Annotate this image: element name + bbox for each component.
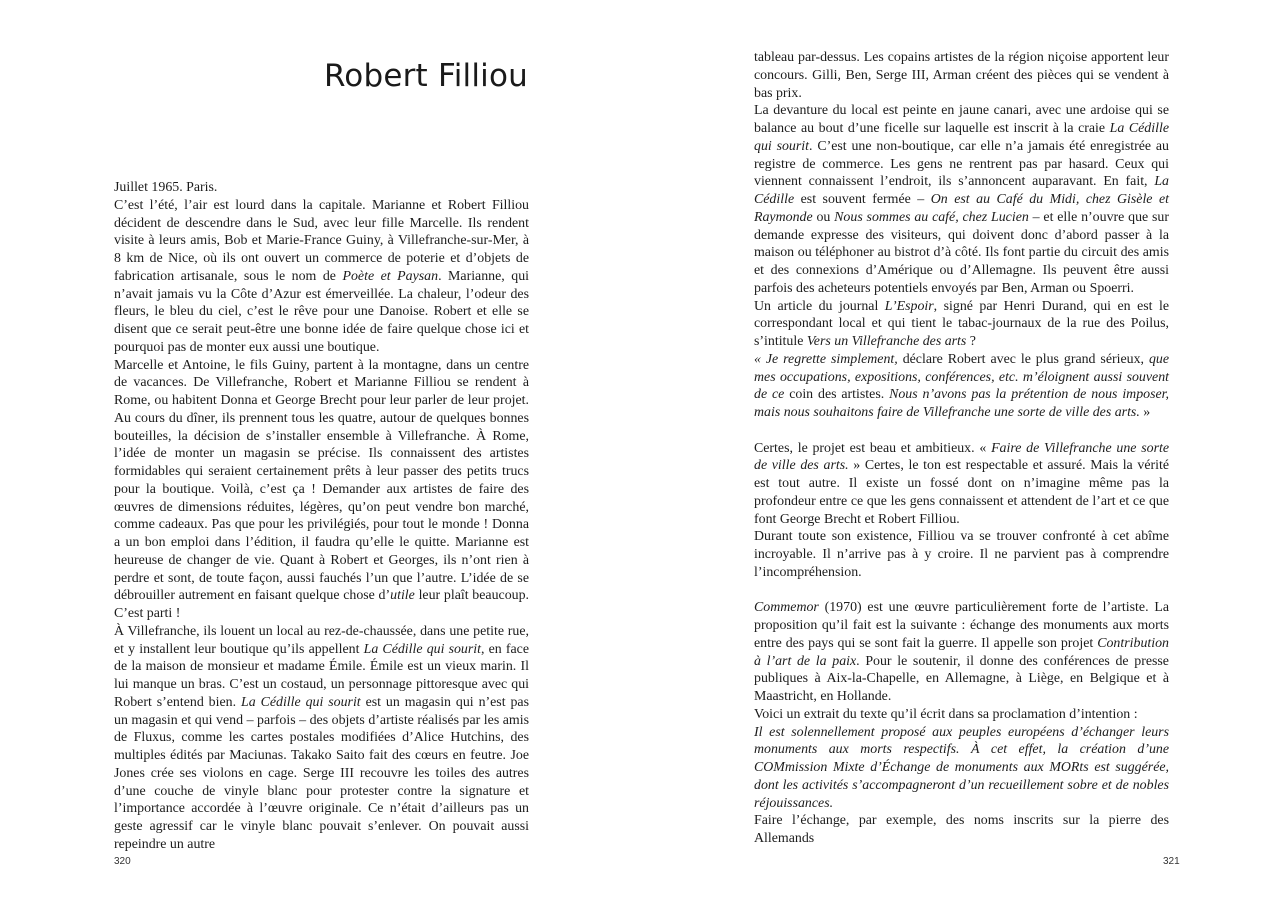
text-run: est souvent fermée – xyxy=(794,192,931,207)
italic-text: La Cédille qui sourit xyxy=(754,121,1169,154)
text-run: À Villefranche, ils louent un local au rez-de-chaussée, dans une petite rue, et y installent leur boutique qu’ils appellent xyxy=(114,623,529,657)
paragraph xyxy=(754,298,1169,351)
italic-text: Faire de Villefranche une sorte de ville des arts. xyxy=(754,440,1169,474)
italic-text: La Cédille xyxy=(754,174,1169,207)
italic-text: Nous sommes au café, chez Lucien xyxy=(834,209,1029,225)
paragraph xyxy=(114,197,529,357)
text-run: C’est l’été, l’air est lourd dans la capitale. Marianne et Robert Filliou décident de descendre dans le Sud, avec leur fille Marcelle. Ils rendent visite à leurs amis, Bob et Marie-France Guiny, à Villefranche-sur-Mer, à 8 km de Nice, où ils ont ouvert un commerce de poterie et d’objets de fabrication artisanale, sous le nom de xyxy=(114,197,529,284)
left-text-column xyxy=(114,179,529,854)
text-run: coin des artistes. xyxy=(784,387,890,403)
italic-text: « Je regrette simplement, xyxy=(754,351,898,367)
italic-text: que mes occupations, expositions, conférences, etc. m’éloignent aussi souvent de ce xyxy=(754,351,1170,403)
text-run: Voici un extrait du texte qu’il écrit dans sa proclamation d’intention : xyxy=(754,706,1138,722)
paragraph xyxy=(754,812,1169,848)
right-text-column xyxy=(754,49,1169,848)
text-run: ? xyxy=(966,334,976,349)
italic-text: Vers un Villefranche des arts xyxy=(806,334,967,349)
text-run: Juillet 1965. Paris. xyxy=(114,180,218,195)
paragraph xyxy=(754,49,1169,102)
text-run: leur plaît beaucoup. C’est parti ! xyxy=(114,588,529,621)
text-run: » Certes, le ton est respectable et assuré. Mais la vérité est tout autre. Il existe un fossé dont on n’imagine même pas la profondeur entre ce que les gens connaissent et attendent de l’art et ce que font George Brecht et Robert Filliou. xyxy=(754,458,1169,527)
text-run: Certes, le projet est beau et ambitieux. « xyxy=(754,440,992,456)
italic-text: Commemor xyxy=(754,600,819,616)
paragraph-gap xyxy=(754,582,1169,600)
text-run: » xyxy=(1139,405,1151,420)
paragraph xyxy=(754,528,1169,581)
text-run: . Pour le soutenir, il donne des conférences de presse publiques à Aix-la-Chapelle, en Allemagne, à Liège, en Belgique et à Maastricht, en Hollande. xyxy=(754,653,1169,704)
page-number-left: 320 xyxy=(114,856,131,867)
paragraph xyxy=(754,706,1169,724)
italic-text: Nous n’avons pas la prétention de nous imposer, mais nous souhaitons faire de Villefranche une sorte de ville des arts. xyxy=(754,387,1170,420)
text-run: Marcelle et Antoine, le fils Guiny, partent à la montagne, dans un centre de vacances. De Villefranche, Robert et Marianne Filliou se rendent à Rome, ou habitent Donna et George Brecht pour leur parler de leur projet. Au cours du dîner, ils prennent tous les quatre, autour de quelques bonnes bouteilles, la décision de s’installer ensemble à Villefranche. À Rome, l’idée de monter un magasin se précise. Ils connaissent des artistes formidables qui seraient certainement prêts à leur passer des petits trucs pour la boutique. Voilà, c’est ça ! Demander aux artistes de faire des œuvres de dimensions réduites, légères, qu’on peut vendre bon marché, comme cadeaux. Pas que pour les privilégiés, pour tout le monde ! Donna a un bon emploi dans l’édition, il faudra qu’elle le quitte. Marianne est heureuse de changer de vie. Quant à Robert et Georges, ils n’ont rien à perdre et sont, de toute façon, aussi fauchés l’un que l’autre. L’idée de se débrouiller autrement en faisant quelque chose d’ xyxy=(114,357,529,604)
right-page xyxy=(641,0,1282,904)
text-run: La devanture du local est peinte en jaune canari, avec une ardoise qui se balance au bout d’une ficelle sur laquelle est inscrit à la craie xyxy=(754,103,1169,136)
text-run: , en face de la maison de monsieur et madame Émile. Émile est un vieux marin. Il lui manque un bras. C’est un costaud, un personnage pittoresque avec qui Robert s’entend bien. xyxy=(114,641,529,710)
text-run: – et elle n’ouvre que sur demande expresse des visiteurs, qui doivent donc d’abord passer à la maison ou téléphoner au bistrot d’à côté. Ils font partie du circuit des amis et des connexions d’Amérique ou d’Allemagne. Ils peuvent être aussi parfois des acheteurs potentiels envoyés par Ben, Arman ou Spoerri. xyxy=(754,209,1169,296)
italic-text: Il est solennellement proposé aux peuples européens d’échanger leurs monuments aux morts respectifs. À cet effet, la création d’une COMmission Mixte d’Échange de monuments aux MORts est suggérée, dont les activités s’accompagneront d’un recueillement sobre et de nobles réjouissances. xyxy=(754,724,1169,811)
paragraph xyxy=(754,724,1169,813)
page-number-right: 321 xyxy=(1163,856,1180,867)
paragraph-gap xyxy=(754,422,1169,440)
paragraph xyxy=(114,623,529,854)
paragraph xyxy=(754,102,1169,297)
paragraph xyxy=(754,351,1169,422)
paragraph xyxy=(114,179,529,197)
text-run: déclare Robert avec le plus grand sérieux, xyxy=(897,351,1149,367)
text-run: Faire l’échange, par exemple, des noms inscrits sur la pierre des Allemands xyxy=(754,813,1169,846)
text-run: est un magasin qui n’est pas un magasin et qui vend – parfois – des objets d’artiste réalisés par les amis de Fluxus, comme les cartes postales modifiées d’Alice Hutchins, des multiples édités par Maciunas. Takako Saito fait des cœurs en feutre. Joe Jones crée ses violons en cage. Serge III recouvre les toiles des autres d’une couche de vinyle blanc pour protester contre la signature et l’importance accordée à l’œuvre originale. Ce n’était d’ailleurs pas un geste agressif car le vinyle blanc pouvait s’enlever. On pouvait aussi repeindre un autre xyxy=(114,694,529,852)
italic-text: L’Espoir xyxy=(884,298,934,314)
paragraph xyxy=(754,440,1169,529)
italic-text: utile xyxy=(390,588,415,604)
text-run: . Marianne, qui n’avait jamais vu la Côte d’Azur est émerveillée. La chaleur, l’odeur des fleurs, le bleu du ciel, c’est le rêve pour une Danoise. Robert et elle se disent que ce serait peut-être une bonne idée de faire quelque chose ici et pourquoi pas de monter eux aussi une boutique. xyxy=(114,268,530,355)
text-run: Durant toute son existence, Filliou va se trouver confronté à cet abîme incroyable. Il n’arrive pas à y croire. Il ne parvient pas à comprendre l’incompréhension. xyxy=(754,529,1169,580)
page-title: Robert Filliou xyxy=(323,58,528,94)
paragraph xyxy=(114,357,529,623)
italic-text: On est au Café du Midi, chez Gisèle et Raymonde xyxy=(754,192,1169,225)
text-run: Un article du journal xyxy=(754,298,885,314)
paragraph xyxy=(754,599,1169,706)
italic-text: La Cédille qui sourit xyxy=(363,641,481,657)
text-run: . C’est une non-boutique, car elle n’a jamais été enregistrée au registre de commerce. Les gens ne rentrent pas par hasard. Ceux qui viennent connaissent l’endroit, ils s’annoncent auparavant. En fait, xyxy=(754,138,1169,190)
text-run: ou xyxy=(812,209,835,225)
text-run: , signé par Henri Durand, qui en est le correspondant local et qui tient le tabac-journaux de la rue des Poilus, s’intitule xyxy=(754,298,1169,349)
text-run: (1970) est une œuvre particulièrement forte de l’artiste. La proposition qu’il fait est la suivante : échange des monuments aux morts entre des pays qui se sont fait la guerre. Il appelle son projet xyxy=(754,600,1169,651)
italic-text: La Cédille qui sourit xyxy=(240,694,361,710)
text-run: tableau par-dessus. Les copains artistes de la région niçoise apportent leur concours. Gilli, Ben, Serge III, Arman créent des pièces qui se vendent à bas prix. xyxy=(754,50,1169,101)
italic-text: Contribution à l’art de la paix xyxy=(754,635,1169,669)
italic-text: Poète et Paysan xyxy=(342,268,439,284)
